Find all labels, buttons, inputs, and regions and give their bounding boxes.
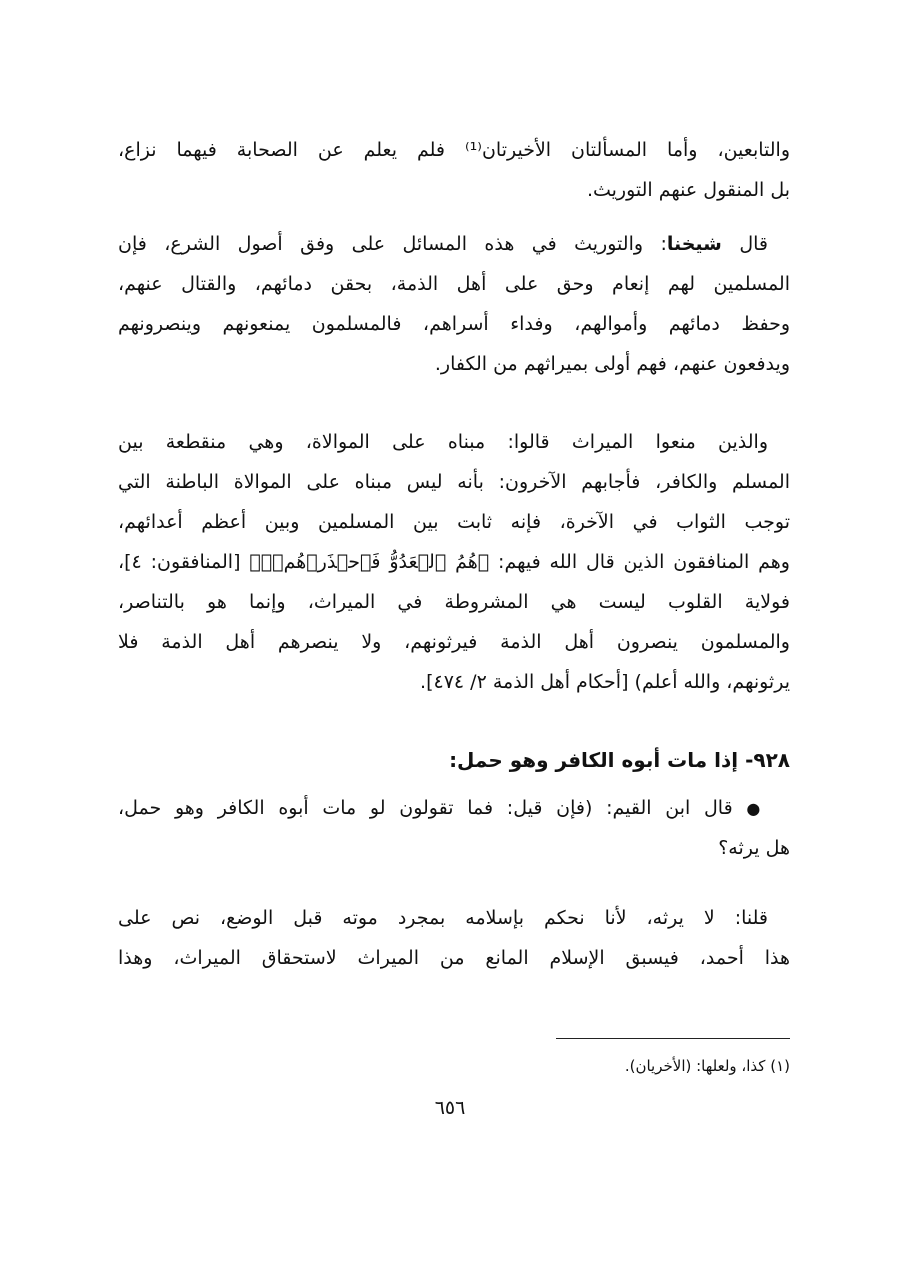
text-line: يرثونهم، والله أعلم) [أحكام أهل الذمة ٢/ ٤٧٤]. [420, 671, 790, 693]
text-fragment: قال [739, 233, 768, 255]
quran-verse-line: وهم المنافقون الذين قال الله فيهم: ﴿هُمُ ٱلۡعَدُوُّ فَٱحۡذَرۡهُمۡۚ﴾ [المنافقون: ٤]، [118, 551, 790, 573]
footnote-divider [556, 1038, 790, 1039]
text-line: فولاية القلوب ليست هي المشروطة في الميراث، وإنما هو بالتناصر، [118, 591, 790, 613]
footnote: (١) كذا، ولعلها: (الأخريان). [624, 1057, 790, 1075]
text-fragment: والذين منعوا الميراث قالوا: مبناه على الموالاة، وهي منقطعة بين [118, 431, 768, 453]
text-fragment: قال ابن القيم: (فإن قيل: فما تقولون لو مات أبوه الكافر وهو حمل، [118, 797, 733, 819]
text-line: المسلمين لهم إنعام وحق على أهل الذمة، بحقن دمائهم، والقتال عنهم، [118, 273, 790, 295]
text-line [118, 788, 790, 828]
text-line: والتابعين، وأما المسألتان الأخيرتان⁽¹⁾ فلم يعلم عن الصحابة فيهما نزاع، [118, 139, 790, 161]
text-line [118, 422, 790, 462]
text-line: بل المنقول عنهم التوريث. [586, 179, 790, 201]
section-heading: ٩٢٨- إذا مات أبوه الكافر وهو حمل: [449, 748, 790, 772]
text-line: ويدفعون عنهم، فهم أولى بميراثهم من الكفار. [434, 353, 790, 375]
text-line: هذا أحمد، فيسبق الإسلام المانع من الميراث لاستحقاق الميراث، وهذا [118, 947, 790, 969]
text-line: المسلم والكافر، فأجابهم الآخرون: بأنه ليس مبناه على الموالاة الباطنة التي [118, 471, 790, 493]
bullet-icon: ● [738, 799, 768, 818]
text-fragment: قلنا: لا يرثه، لأنا نحكم بإسلامه بمجرد موته قبل الوضع، نص على [118, 907, 768, 929]
text-line: والمسلمون ينصرون أهل الذمة فيرثونهم، ولا ينصرهم أهل الذمة فلا [118, 631, 790, 653]
text-line: توجب الثواب في الآخرة، فإنه ثابت بين المسلمين وبين أعظم أعدائهم، [118, 511, 790, 533]
text-line: هل يرثه؟ [718, 837, 790, 859]
text-line [118, 224, 790, 264]
text-line [118, 898, 790, 938]
bold-name: شيخنا [666, 233, 722, 255]
text-fragment: : والتوريث في هذه المسائل على وفق أصول الشرع، فإن [118, 233, 667, 255]
page-number: ٦٥٦ [434, 1097, 466, 1119]
text-line: وحفظ دمائهم وأموالهم، وفداء أسراهم، فالمسلمون يمنعونهم وينصرونهم [118, 313, 790, 335]
